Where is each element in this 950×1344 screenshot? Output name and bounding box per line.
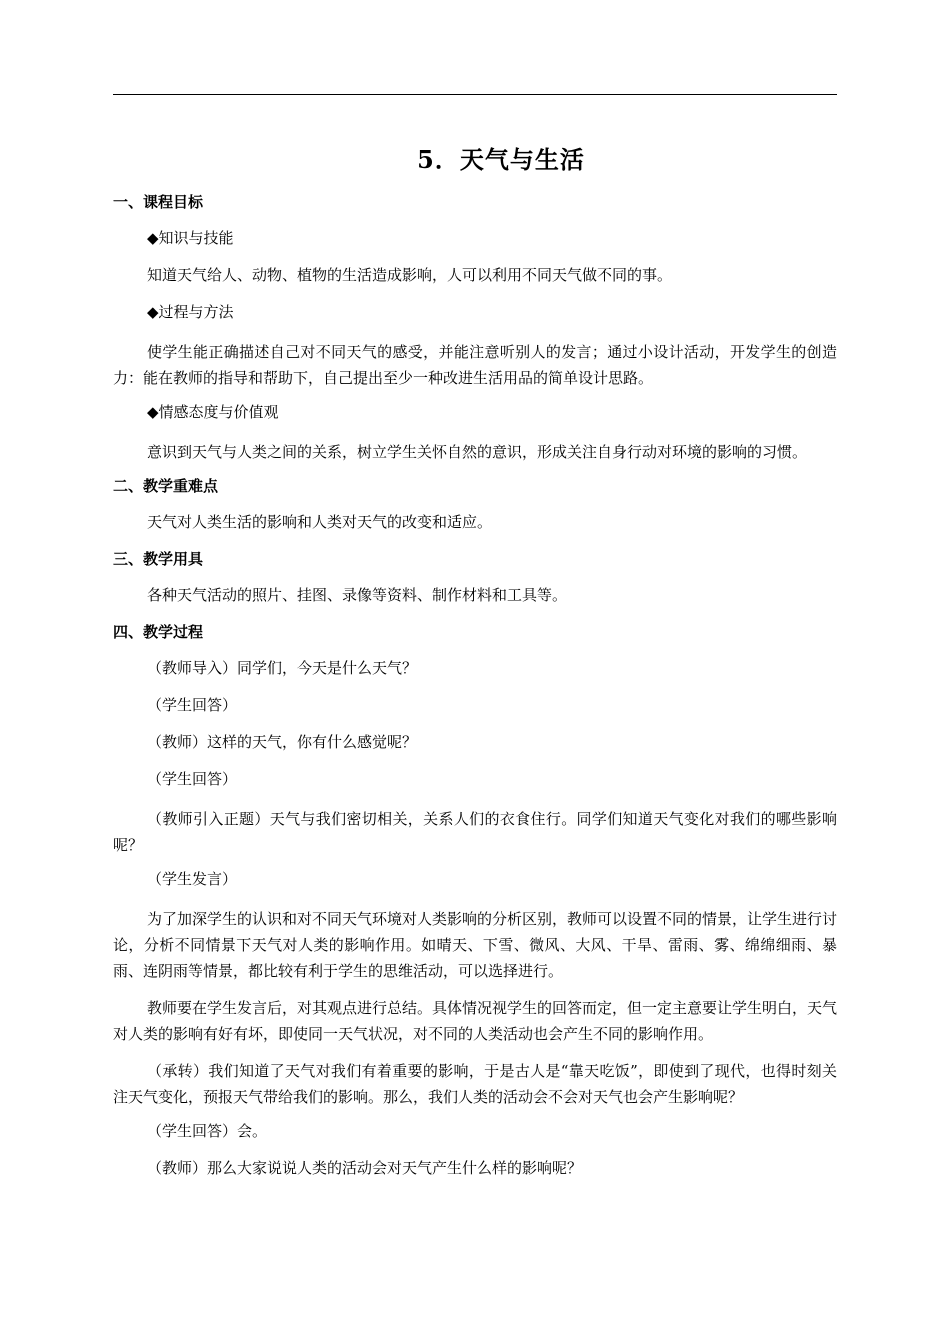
document-body — [113, 140, 837, 1195]
subheading-knowledge: ◆知识与技能 — [147, 229, 234, 247]
process-line: （教师）那么大家说说人类的活动会对天气产生什么样的影响呢？ — [147, 1159, 583, 1177]
section-heading-key-points: 二、教学重难点 — [113, 477, 219, 495]
process-line: （学生回答）会。 — [147, 1122, 268, 1140]
paragraph-knowledge: 知道天气给人、动物、植物的生活造成影响，人可以利用不同天气做不同的事。 — [147, 266, 673, 284]
process-line: （学生发言） — [147, 870, 238, 888]
process-line: （教师导入）同学们，今天是什么天气？ — [147, 659, 418, 677]
section-heading-tools: 三、教学用具 — [113, 550, 204, 568]
process-line: （学生回答） — [147, 696, 238, 714]
paragraph-tools: 各种天气活动的照片、挂图、录像等资料、制作材料和工具等。 — [147, 586, 568, 604]
header-rule — [113, 94, 837, 95]
process-line: （承转）我们知道了天气对我们有着重要的影响，于是古人是“靠天吃饭”，即使到了现代，也得时刻关注天气变化，预报天气带给我们的影响。那么，我们人类的活动会不会对天气也会产生影响呢？ — [113, 1062, 837, 1106]
paragraph-key-points: 天气对人类生活的影响和人类对天气的改变和适应。 — [147, 513, 493, 531]
process-line: 为了加深学生的认识和对不同天气环境对人类影响的分析区别，教师可以设置不同的情景，让学生进行讨论，分析不同情景下天气对人类的影响作用。如晴天、下雪、微风、大风、干旱、雷雨、雾、绵绵细雨、暴雨、连阴雨等情景，都比较有利于学生的思维活动，可以选择进行。 — [113, 910, 838, 980]
paragraph-emotion: 意识到天气与人类之间的关系，树立学生关怀自然的意识，形成关注自身行动对环境的影响的习惯。 — [147, 443, 808, 461]
document-title: 5．天气与生活 — [417, 145, 585, 174]
process-line: （教师引入正题）天气与我们密切相关，关系人们的衣食住行。同学们知道天气变化对我们的哪些影响呢？ — [113, 810, 837, 854]
process-line: （教师）这样的天气，你有什么感觉呢？ — [147, 733, 418, 751]
paragraph-process-method: 使学生能正确描述自己对不同天气的感受，并能注意听别人的发言；通过小设计活动，开发学生的创造力：能在教师的指导和帮助下，自己提出至少一种改进生活用品的简单设计思路。 — [113, 343, 837, 387]
section-heading-process: 四、教学过程 — [113, 623, 204, 641]
subheading-process-method: ◆过程与方法 — [147, 303, 234, 321]
section-heading-goals: 一、课程目标 — [113, 193, 204, 211]
process-line: 教师要在学生发言后，对其观点进行总结。具体情况视学生的回答而定，但一定主意要让学生明白，天气对人类的影响有好有坏，即使同一天气状况，对不同的人类活动也会产生不同的影响作用。 — [113, 999, 838, 1043]
subheading-emotion: ◆情感态度与价值观 — [147, 403, 279, 421]
process-line: （学生回答） — [147, 770, 238, 788]
